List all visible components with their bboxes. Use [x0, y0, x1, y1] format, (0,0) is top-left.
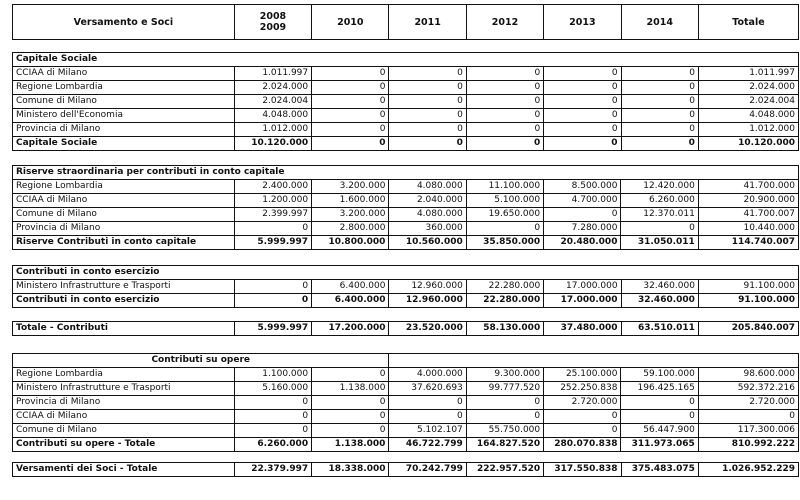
row-value: 0	[621, 222, 698, 236]
versamenti-totale-table	[12, 462, 799, 477]
row-value: 0	[234, 396, 311, 410]
row-label: Ministero dell'Economia	[13, 109, 235, 123]
table-row	[13, 368, 799, 382]
table-row	[13, 109, 799, 123]
row-total-value: 41.700.000	[698, 180, 798, 194]
row-value: 10.800.000	[312, 236, 389, 250]
row-total-value: 98.600.000	[698, 368, 798, 382]
row-value: 0	[312, 81, 389, 95]
table-row	[13, 95, 799, 109]
row-total-value: 91.100.000	[698, 280, 798, 294]
row-value: 0	[312, 67, 389, 81]
row-value: 7.280.000	[544, 222, 621, 236]
row-value: 0	[544, 109, 621, 123]
row-value: 0	[312, 424, 389, 438]
row-value: 37.620.693	[389, 382, 466, 396]
row-value: 280.070.838	[544, 438, 621, 452]
row-value: 0	[544, 208, 621, 222]
section-conto-esercizio	[12, 265, 799, 308]
row-label: Contributi in conto esercizio	[13, 294, 235, 308]
row-value: 22.379.997	[234, 463, 311, 477]
row-value: 17.000.000	[544, 280, 621, 294]
row-value: 32.460.000	[621, 280, 698, 294]
row-value: 0	[234, 410, 311, 424]
row-total-value: 1.026.952.229	[698, 463, 798, 477]
row-value: 9.300.000	[466, 368, 543, 382]
header-table	[12, 4, 799, 40]
row-value: 0	[466, 67, 543, 81]
row-value: 0	[621, 67, 698, 81]
row-value: 5.100.000	[466, 194, 543, 208]
table-row	[13, 180, 799, 194]
row-value: 1.100.000	[234, 368, 311, 382]
table-row	[13, 382, 799, 396]
row-total-value: 1.012.000	[698, 123, 798, 137]
row-total-value: 810.992.222	[698, 438, 798, 452]
section-title: Riserve straordinaria per contributi in conto capitale	[13, 166, 799, 180]
row-value: 196.425.165	[621, 382, 698, 396]
row-value: 23.520.000	[389, 322, 466, 336]
row-value: 2.400.000	[234, 180, 311, 194]
row-label: Riserve Contributi in conto capitale	[13, 236, 235, 250]
row-total-value: 91.100.000	[698, 294, 798, 308]
row-value: 0	[389, 396, 466, 410]
row-value: 5.102.107	[389, 424, 466, 438]
row-label: Regione Lombardia	[13, 368, 235, 382]
row-total-value: 41.700.007	[698, 208, 798, 222]
row-value: 0	[466, 222, 543, 236]
row-value: 1.200.000	[234, 194, 311, 208]
table-row	[13, 67, 799, 81]
row-value: 31.050.011	[621, 236, 698, 250]
row-value: 22.280.000	[466, 294, 543, 308]
row-total-value: 2.720.000	[698, 396, 798, 410]
row-value: 17.000.000	[544, 294, 621, 308]
row-value: 0	[234, 222, 311, 236]
header-total: Totale	[698, 5, 798, 40]
table-row	[13, 123, 799, 137]
table-row	[13, 194, 799, 208]
row-value: 2.399.997	[234, 208, 311, 222]
row-value: 1.138.000	[312, 382, 389, 396]
row-label: Comune di Milano	[13, 208, 235, 222]
row-label: Provincia di Milano	[13, 222, 235, 236]
row-value: 0	[234, 424, 311, 438]
row-label: Regione Lombardia	[13, 81, 235, 95]
row-value: 25.100.000	[544, 368, 621, 382]
row-value: 0	[466, 81, 543, 95]
header-year-2013: 2013	[544, 5, 621, 40]
row-total-value: 117.300.006	[698, 424, 798, 438]
row-value: 2.024.000	[234, 81, 311, 95]
row-value: 46.722.799	[389, 438, 466, 452]
row-value: 0	[466, 95, 543, 109]
row-value: 0	[466, 123, 543, 137]
row-label: Ministero Infrastrutture e Trasporti	[13, 382, 235, 396]
row-value: 252.250.838	[544, 382, 621, 396]
row-total-value: 592.372.216	[698, 382, 798, 396]
row-value: 0	[466, 396, 543, 410]
row-value: 12.960.000	[389, 294, 466, 308]
row-value: 4.700.000	[544, 194, 621, 208]
row-value: 20.480.000	[544, 236, 621, 250]
row-value: 6.400.000	[312, 280, 389, 294]
row-label: Provincia di Milano	[13, 123, 235, 137]
total-row	[13, 236, 799, 250]
totale-contributi-table	[12, 321, 799, 336]
row-value: 0	[389, 67, 466, 81]
total-row	[13, 322, 799, 336]
row-label: Capitale Sociale	[13, 137, 235, 151]
section-title: Contributi in conto esercizio	[13, 266, 799, 280]
row-value: 55.750.000	[466, 424, 543, 438]
row-value: 0	[466, 410, 543, 424]
header-label: Versamento e Soci	[13, 5, 235, 40]
row-value: 0	[234, 280, 311, 294]
row-value: 59.100.000	[621, 368, 698, 382]
row-value: 164.827.520	[466, 438, 543, 452]
row-value: 58.130.000	[466, 322, 543, 336]
row-label: CCIAA di Milano	[13, 410, 235, 424]
row-value: 10.120.000	[234, 137, 311, 151]
row-value: 0	[621, 410, 698, 424]
row-value: 222.957.520	[466, 463, 543, 477]
row-value: 0	[312, 123, 389, 137]
total-row	[13, 438, 799, 452]
table-row	[13, 280, 799, 294]
row-total-value: 20.900.000	[698, 194, 798, 208]
row-value: 12.960.000	[389, 280, 466, 294]
row-value: 10.560.000	[389, 236, 466, 250]
row-value: 4.000.000	[389, 368, 466, 382]
row-label: Ministero Infrastrutture e Trasporti	[13, 280, 235, 294]
row-value: 70.242.799	[389, 463, 466, 477]
row-value: 18.338.000	[312, 463, 389, 477]
section-riserve	[12, 165, 799, 250]
section-contributi-opere	[12, 353, 799, 452]
row-value: 3.200.000	[312, 180, 389, 194]
row-value: 35.850.000	[466, 236, 543, 250]
header-year-2011: 2011	[389, 5, 466, 40]
row-value: 32.460.000	[621, 294, 698, 308]
header-year-2008: 2008 2009	[234, 5, 311, 40]
row-value: 37.480.000	[544, 322, 621, 336]
row-value: 3.200.000	[312, 208, 389, 222]
row-value: 0	[544, 123, 621, 137]
row-value: 0	[621, 123, 698, 137]
row-value: 1.011.997	[234, 67, 311, 81]
total-row	[13, 463, 799, 477]
row-value: 0	[389, 137, 466, 151]
row-value: 0	[466, 137, 543, 151]
row-value: 375.483.075	[621, 463, 698, 477]
total-row	[13, 294, 799, 308]
row-label: Versamenti dei Soci - Totale	[13, 463, 235, 477]
row-value: 19.650.000	[466, 208, 543, 222]
section-capitale-sociale	[12, 52, 799, 151]
row-value: 0	[312, 368, 389, 382]
row-value: 0	[544, 67, 621, 81]
row-value: 22.280.000	[466, 280, 543, 294]
row-total-value: 2.024.000	[698, 81, 798, 95]
row-value: 0	[389, 95, 466, 109]
row-total-value: 114.740.007	[698, 236, 798, 250]
row-value: 2.720.000	[544, 396, 621, 410]
row-value: 2.800.000	[312, 222, 389, 236]
row-value: 5.999.997	[234, 322, 311, 336]
row-value: 0	[621, 137, 698, 151]
table-row	[13, 222, 799, 236]
row-value: 1.600.000	[312, 194, 389, 208]
total-row	[13, 137, 799, 151]
section-title-blank	[389, 354, 799, 368]
row-value: 0	[544, 95, 621, 109]
row-total-value: 0	[698, 410, 798, 424]
row-value: 6.400.000	[312, 294, 389, 308]
row-value: 0	[312, 396, 389, 410]
row-value: 2.024.004	[234, 95, 311, 109]
row-value: 0	[389, 81, 466, 95]
row-value: 0	[621, 81, 698, 95]
row-label: Comune di Milano	[13, 424, 235, 438]
row-total-value: 205.840.007	[698, 322, 798, 336]
table-row	[13, 396, 799, 410]
table-row	[13, 424, 799, 438]
row-value: 0	[389, 123, 466, 137]
row-value: 4.080.000	[389, 208, 466, 222]
row-value: 0	[389, 410, 466, 424]
row-value: 5.160.000	[234, 382, 311, 396]
row-value: 56.447.900	[621, 424, 698, 438]
row-value: 0	[389, 109, 466, 123]
header-year-2012: 2012	[466, 5, 543, 40]
row-value: 0	[544, 81, 621, 95]
row-value: 0	[621, 95, 698, 109]
row-value: 17.200.000	[312, 322, 389, 336]
row-total-value: 1.011.997	[698, 67, 798, 81]
row-value: 12.370.011	[621, 208, 698, 222]
row-value: 1.012.000	[234, 123, 311, 137]
row-total-value: 4.048.000	[698, 109, 798, 123]
row-value: 0	[312, 410, 389, 424]
row-value: 0	[544, 424, 621, 438]
row-label: Totale - Contributi	[13, 322, 235, 336]
row-label: Regione Lombardia	[13, 180, 235, 194]
row-value: 0	[544, 137, 621, 151]
row-total-value: 10.120.000	[698, 137, 798, 151]
row-value: 0	[312, 137, 389, 151]
row-value: 6.260.000	[234, 438, 311, 452]
row-value: 11.100.000	[466, 180, 543, 194]
row-value: 0	[621, 396, 698, 410]
row-value: 63.510.011	[621, 322, 698, 336]
row-value: 1.138.000	[312, 438, 389, 452]
row-value: 311.973.065	[621, 438, 698, 452]
header-year-2010: 2010	[312, 5, 389, 40]
row-label: CCIAA di Milano	[13, 67, 235, 81]
row-value: 12.420.000	[621, 180, 698, 194]
row-value: 5.999.997	[234, 236, 311, 250]
row-total-value: 10.440.000	[698, 222, 798, 236]
table-row	[13, 81, 799, 95]
row-label: Comune di Milano	[13, 95, 235, 109]
row-value: 99.777.520	[466, 382, 543, 396]
section-title: Capitale Sociale	[13, 53, 799, 67]
row-value: 4.080.000	[389, 180, 466, 194]
table-row	[13, 208, 799, 222]
row-value: 0	[466, 109, 543, 123]
row-label: Contributi su opere - Totale	[13, 438, 235, 452]
row-value: 4.048.000	[234, 109, 311, 123]
row-value: 0	[312, 109, 389, 123]
row-value: 2.040.000	[389, 194, 466, 208]
row-total-value: 2.024.004	[698, 95, 798, 109]
row-value: 0	[312, 95, 389, 109]
section-title: Contributi su opere	[13, 354, 389, 368]
row-value: 0	[621, 109, 698, 123]
header-year-2014: 2014	[621, 5, 698, 40]
row-value: 360.000	[389, 222, 466, 236]
row-value: 0	[544, 410, 621, 424]
row-label: CCIAA di Milano	[13, 194, 235, 208]
table-row	[13, 410, 799, 424]
row-value: 0	[234, 294, 311, 308]
row-value: 6.260.000	[621, 194, 698, 208]
row-value: 8.500.000	[544, 180, 621, 194]
row-label: Provincia di Milano	[13, 396, 235, 410]
row-value: 317.550.838	[544, 463, 621, 477]
